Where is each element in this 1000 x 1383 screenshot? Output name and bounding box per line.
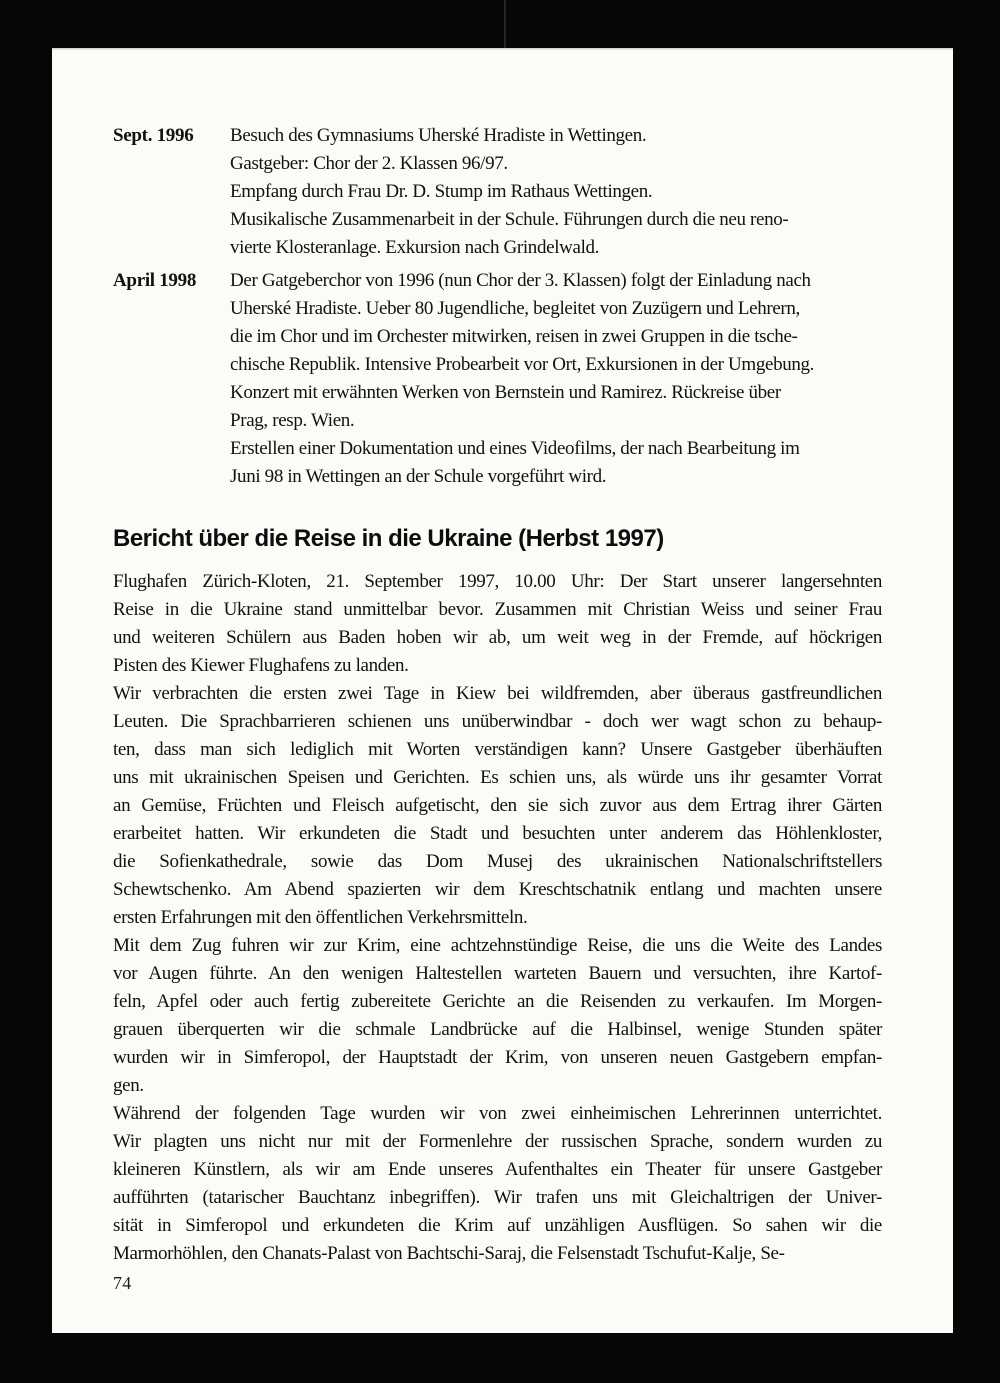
text-line: Der Gatgeberchor von 1996 (nun Chor der 3. Klassen) folgt der Einladung nach	[230, 270, 811, 291]
timeline-text	[230, 267, 882, 491]
text-line: ten, dass man sich lediglich mit Worten verständigen kann? Unsere Gastgeber überhäuften	[113, 739, 882, 760]
text-line: und weiteren Schülern aus Baden hoben wir ab, um weit weg in der Fremde, auf höckrigen	[113, 627, 882, 648]
text-line: Pisten des Kiewer Flughafens zu landen.	[113, 655, 409, 676]
text-line: Mit dem Zug fuhren wir zur Krim, eine achtzehnstündige Reise, die uns die Weite des Landes	[113, 935, 882, 956]
text-line: Leuten. Die Sprachbarrieren schienen uns unüberwindbar - doch wer wagt schon zu behaup-	[113, 711, 882, 732]
text-line: Musikalische Zusammenarbeit in der Schule. Führungen durch die neu reno-	[230, 209, 789, 230]
text-line: Prag, resp. Wien.	[230, 410, 355, 431]
timeline	[113, 122, 882, 491]
report-paragraph	[113, 680, 882, 932]
text-line: Reise in die Ukraine stand unmittelbar bevor. Zusammen mit Christian Weiss und seiner Frau	[113, 599, 882, 620]
text-line: Konzert mit erwähnten Werken von Bernstein und Ramirez. Rückreise über	[230, 382, 781, 403]
text-line: kleineren Künstlern, als wir am Ende unseres Aufenthaltes ein Theater für unsere Gastgeber	[113, 1159, 882, 1180]
text-line: Schewtschenko. Am Abend spazierten wir dem Kreschtschatnik entlang und machten unsere	[113, 879, 882, 900]
text-line: die Sofienkathedrale, sowie das Dom Musej des ukrainischen Nationalschriftstellers	[113, 851, 882, 872]
timeline-date: Sept. 1996	[113, 125, 194, 146]
scanned-page	[52, 48, 953, 1333]
timeline-entry	[113, 122, 882, 262]
scan-artifact-line	[504, 0, 506, 49]
text-line: aufführten (tatarischer Bauchtanz inbegriffen). Wir trafen uns mit Gleichaltrigen der Univer-	[113, 1187, 882, 1208]
timeline-paragraph	[230, 178, 882, 206]
text-line: wurden wir in Simferopol, der Hauptstadt der Krim, von unseren neuen Gastgebern empfan-	[113, 1047, 882, 1068]
text-line: Uherské Hradiste. Ueber 80 Jugendliche, begleitet von Zuzügern und Lehrern,	[230, 298, 800, 319]
text-line: Empfang durch Frau Dr. D. Stump im Rathaus Wettingen.	[230, 181, 653, 202]
report-body	[113, 568, 882, 1268]
report-paragraph	[113, 568, 882, 680]
text-line: Juni 98 in Wettingen an der Schule vorgeführt wird.	[230, 466, 607, 487]
timeline-paragraph	[230, 150, 882, 178]
text-line: Besuch des Gymnasiums Uherské Hradiste in Wettingen.	[230, 125, 647, 146]
report-paragraph	[113, 932, 882, 1100]
timeline-entry	[113, 267, 882, 491]
timeline-text	[230, 122, 882, 262]
text-line: grauen überquerten wir die schmale Landbrücke auf die Halbinsel, wenige Stunden später	[113, 1019, 882, 1040]
text-line: Während der folgenden Tage wurden wir von zwei einheimischen Lehrerinnen unterrichtet.	[113, 1103, 882, 1124]
text-line: gen.	[113, 1075, 144, 1096]
timeline-paragraph	[230, 206, 882, 262]
text-line: feln, Apfel oder auch fertig zubereitete Gerichte an die Reisenden zu verkaufen. Im Morgen-	[113, 991, 882, 1012]
text-line: die im Chor und im Orchester mitwirken, reisen in zwei Gruppen in die tsche-	[230, 326, 798, 347]
section-heading: Bericht über die Reise in die Ukraine (Herbst 1997)	[113, 525, 664, 552]
report-paragraph	[113, 1100, 882, 1268]
text-line: ersten Erfahrungen mit den öffentlichen Verkehrsmitteln.	[113, 907, 528, 928]
text-line: an Gemüse, Früchten und Fleisch aufgetischt, den sie sich zuvor aus dem Ertrag ihrer Gärten	[113, 795, 882, 816]
text-line: vierte Klosteranlage. Exkursion nach Grindelwald.	[230, 237, 600, 258]
text-line: sität in Simferopol und erkundeten die Krim auf unzähligen Ausflügen. So sahen wir die	[113, 1215, 882, 1236]
timeline-paragraph	[230, 122, 882, 150]
timeline-date: April 1998	[113, 270, 197, 291]
text-line: Wir plagten uns nicht nur mit der Formenlehre der russischen Sprache, sondern wurden zu	[113, 1131, 882, 1152]
text-line: erarbeitet hatten. Wir erkundeten die Stadt und besuchten unter anderem das Höhlenkloster,	[113, 823, 882, 844]
text-line: Wir verbrachten die ersten zwei Tage in Kiew bei wildfremden, aber überaus gastfreundlichen	[113, 683, 882, 704]
text-line: Gastgeber: Chor der 2. Klassen 96/97.	[230, 153, 508, 174]
text-line: Marmorhöhlen, den Chanats-Palast von Bachtschi-Saraj, die Felsenstadt Tschufut-Kalje, Se-	[113, 1243, 785, 1264]
timeline-paragraph	[230, 267, 882, 435]
text-line: chische Republik. Intensive Probearbeit vor Ort, Exkursionen in der Umgebung.	[230, 354, 815, 375]
text-line: Flughafen Zürich-Kloten, 21. September 1997, 10.00 Uhr: Der Start unserer langersehnten	[113, 571, 882, 592]
text-line: vor Augen führte. An den wenigen Haltestellen warteten Bauern und versuchten, ihre Kartof-	[113, 963, 882, 984]
text-line: uns mit ukrainischen Speisen und Gerichten. Es schien uns, als würde uns ihr gesamter Vorrat	[113, 767, 882, 788]
page-number: 74	[113, 1273, 132, 1293]
text-line: Erstellen einer Dokumentation und eines Videofilms, der nach Bearbeitung im	[230, 438, 800, 459]
timeline-paragraph	[230, 435, 882, 491]
